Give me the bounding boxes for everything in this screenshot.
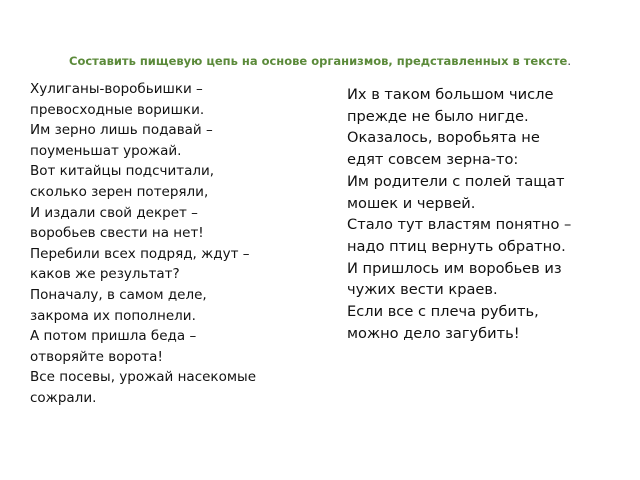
poem-line: поуменьшат урожай.: [30, 142, 182, 159]
poem-line: каков же результат?: [30, 266, 180, 283]
poem-line: прежде не было нигде.: [347, 107, 529, 125]
poem-line: отворяйте ворота!: [30, 348, 163, 365]
slide-title-text: Составить пищевую цепь на основе организмов, представленных в тексте: [69, 54, 568, 68]
poem-line: И пришлось им воробьев из: [347, 259, 562, 277]
poem-left-column: [30, 79, 320, 409]
poem-line: едят совсем зерна-то:: [347, 151, 519, 169]
poem-right-column: [347, 84, 627, 344]
poem-line: Хулиганы-воробьишки –: [30, 81, 203, 97]
poem-line: Поначалу, в самом деле,: [30, 286, 207, 303]
poem-line: сколько зерен потеряли,: [30, 183, 209, 200]
poem-line: Оказалось, воробьята не: [347, 129, 540, 147]
poem-line: Им зерно лишь подавай –: [30, 122, 213, 139]
slide-title: [0, 54, 640, 68]
poem-line: Все посевы, урожай насекомые: [30, 369, 256, 386]
poem-line: Вот китайцы подсчитали,: [30, 163, 215, 180]
poem-line: Их в таком большом числе: [347, 86, 554, 103]
poem-line: закрома их пополнели.: [30, 307, 196, 324]
poem-line: мошек и червей.: [347, 194, 476, 212]
poem-line: И издали свой декрет –: [30, 204, 198, 221]
poem-line: Им родители с полей тащат: [347, 172, 565, 190]
poem-line: надо птиц вернуть обратно.: [347, 237, 566, 255]
poem-line: чужих вести краев.: [347, 281, 498, 299]
poem-line: превосходные воришки.: [30, 101, 205, 118]
poem-line: сожрали.: [30, 389, 97, 406]
poem-line: Перебили всех подряд, ждут –: [30, 245, 250, 262]
poem-line: Стало тут властям понятно –: [347, 216, 572, 234]
poem-line: воробьев свести на нет!: [30, 225, 204, 242]
poem-line: А потом пришла беда –: [30, 328, 197, 345]
poem-line: можно дело загубить!: [347, 324, 520, 342]
poem-line: Если все с плеча рубить,: [347, 303, 539, 321]
slide-title-period: .: [567, 54, 571, 68]
